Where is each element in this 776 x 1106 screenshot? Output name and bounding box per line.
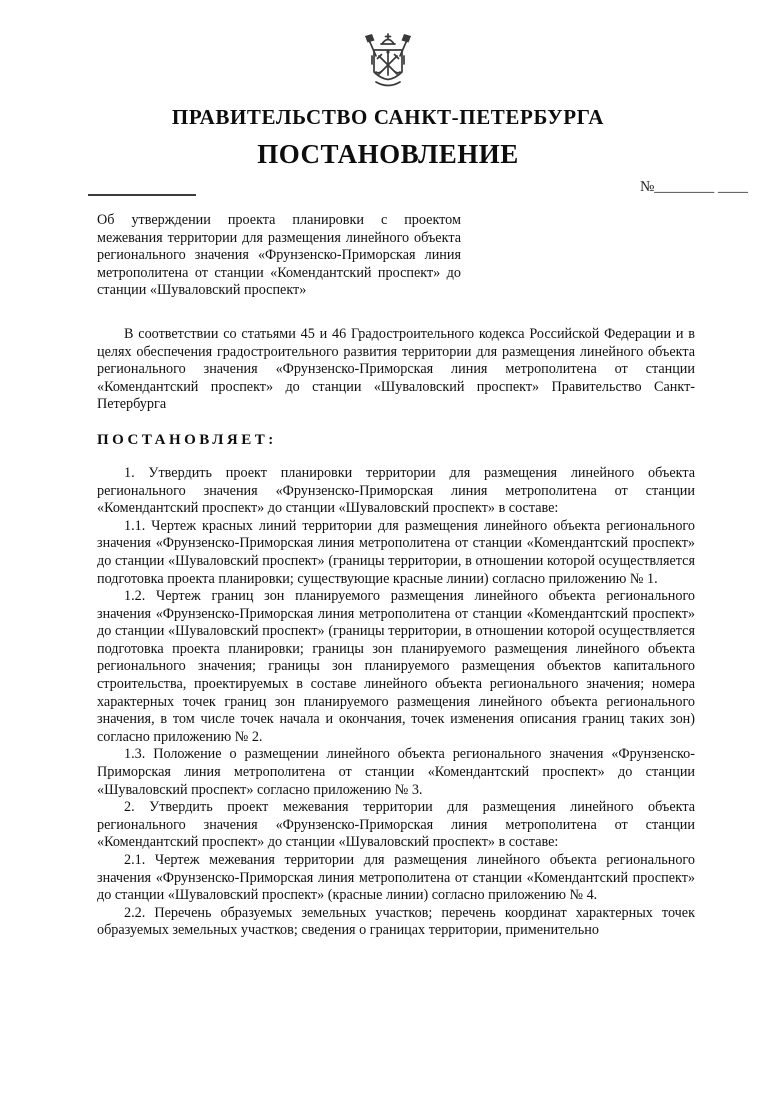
body-paragraph-2-2: 2.2. Перечень образуемых земельных участков; перечень координат характерных точек образуемых земельных участков; сведения о границах территории, применительно <box>97 904 695 939</box>
body-paragraph-1-3: 1.3. Положение о размещении линейного объекта регионального значения «Фрунзенско-Приморская линия метрополитена от станции «Комендантский проспект» до станции «Шуваловский проспект» согласно приложению № 3. <box>97 746 695 798</box>
document-type-title: ПОСТАНОВЛЕНИЕ <box>257 139 519 169</box>
document-number-field: №________ ____ <box>639 179 748 195</box>
resolution-body <box>97 465 695 940</box>
body-paragraph-1: 1. Утвердить проект планировки территории для размещения линейного объекта регионального значения «Фрунзенско-Приморская линия метрополитена от станции «Комендантский проспект» до станции «Шуваловский проспект» в составе: <box>97 464 695 517</box>
number-row <box>0 170 776 196</box>
body-paragraph-1-1: 1.1. Чертеж красных линий территории для размещения линейного объекта регионального значения «Фрунзенско-Приморская линия метрополитена от станции «Комендантский проспект» до станции «Шуваловский проспект» (границы территории, в отношении которой осуществляется подготовка проекта планировки; существующие красные линии) согласно приложению № 1. <box>97 517 695 587</box>
body-paragraph-1-2: 1.2. Чертеж границ зон планируемого размещения линейного объекта регионального значения «Фрунзенско-Приморская линия метрополитена от станции «Комендантский проспект» до станции «Шуваловский проспект» (границы территории, в отношении которой осуществляется подготовка проекта планировки; границы зон планируемого размещения линейного объекта регионального значения; границы зон планируемого размещения объектов капитального строительства, проектируемых в составе линейного объекта регионального значения; номера характерных точек границ зон планируемого размещения линейного объекта регионального значения, в том числе точек начала и окончания, точек изменения описания границ таких зон) согласно приложению № 2. <box>97 588 695 745</box>
document-subject: Об утверждении проекта планировки с проектом межевания территории для размещения линейного объекта регионального значения «Фрунзенско-Приморская линия метрополитена от станции «Комендантский проспект» до станции «Шуваловский проспект» <box>97 212 461 299</box>
government-title: ПРАВИТЕЛЬСТВО САНКТ-ПЕТЕРБУРГА <box>171 105 605 129</box>
intro-paragraph: В соответствии со статьями 45 и 46 Градостроительного кодекса Российской Федерации и в целях обеспечения градостроительного развития территории для размещения линейного объекта регионального значения «Фрунзенско-Приморская линия метрополитена от станции «Комендантский проспект» до станции «Шуваловский проспект» Правительство Санкт-Петербурга <box>97 325 695 413</box>
body-paragraph-2: 2. Утвердить проект межевания территории для размещения линейного объекта регионального значения «Фрунзенско-Приморская линия метрополитена от станции «Комендантский проспект» до станции «Шуваловский проспект» в составе: <box>97 799 695 851</box>
coat-of-arms-icon <box>0 0 776 101</box>
body-paragraph-2-1: 2.1. Чертеж межевания территории для размещения линейного объекта регионального значения «Фрунзенско-Приморская линия метрополитена от станции «Комендантский проспект» до станции «Шуваловский проспект» (красные линии) согласно приложению № 4. <box>97 852 695 904</box>
document-content <box>0 212 776 940</box>
date-blank-line <box>88 178 196 196</box>
resolves-heading: ПОСТАНОВЛЯЕТ: <box>97 431 277 448</box>
